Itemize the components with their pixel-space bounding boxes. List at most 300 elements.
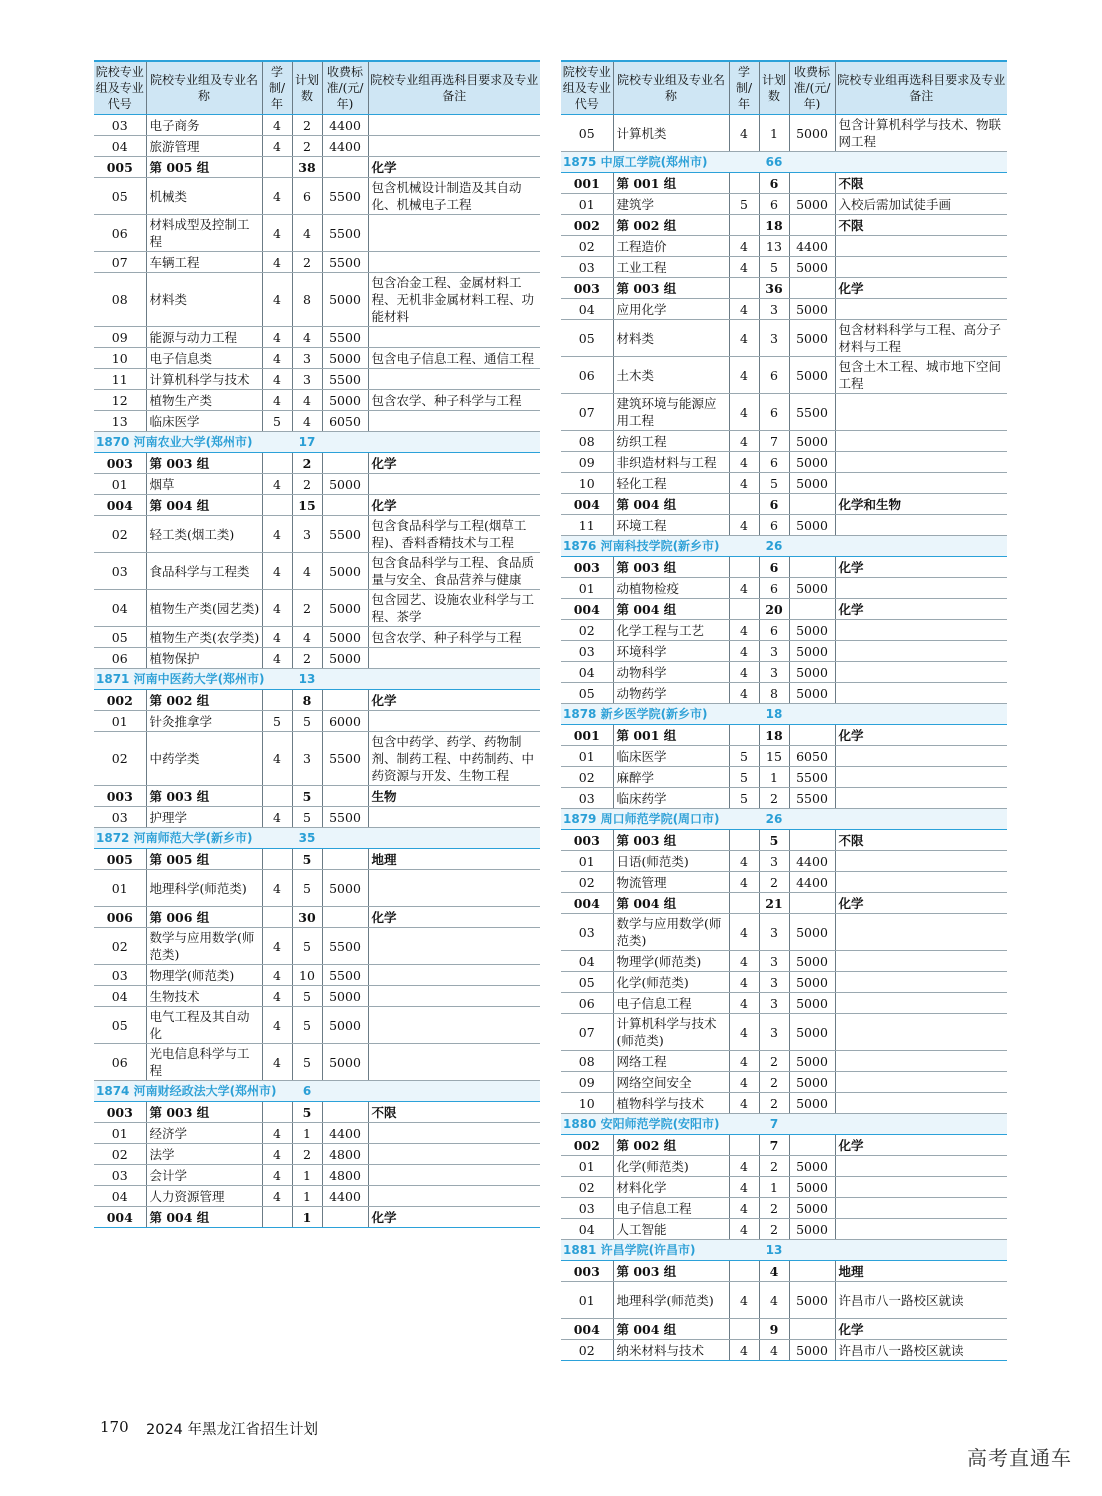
major-note	[368, 369, 540, 390]
major-years: 4	[729, 683, 759, 704]
major-fee: 5000	[322, 1044, 368, 1081]
major-name: 临床医学	[613, 746, 729, 767]
group-plan-count: 6	[759, 173, 789, 194]
major-note	[835, 1156, 1007, 1177]
major-note	[835, 431, 1007, 452]
major-code: 03	[94, 1165, 146, 1186]
major-code: 03	[561, 641, 613, 662]
school-plan-count: 26	[759, 809, 789, 830]
group-plan-count: 15	[292, 495, 322, 516]
major-name: 材料类	[613, 320, 729, 357]
major-name: 光电信息科学与工程	[146, 1044, 262, 1081]
school-name: 1874 河南财经政法大学(郑州市)	[94, 1081, 292, 1102]
empty-cell	[729, 599, 759, 620]
major-note	[368, 965, 540, 986]
major-name: 电子信息类	[146, 348, 262, 369]
major-fee: 5000	[789, 1051, 835, 1072]
major-fee: 5000	[789, 515, 835, 536]
group-subject-requirement: 化学	[368, 495, 540, 516]
major-code: 09	[561, 1072, 613, 1093]
group-code: 003	[561, 557, 613, 578]
group-row	[94, 453, 540, 474]
group-code: 003	[561, 278, 613, 299]
group-row	[561, 830, 1007, 851]
major-code: 04	[561, 951, 613, 972]
empty-cell	[322, 849, 368, 870]
header-name: 院校专业组及专业名称	[146, 61, 262, 115]
major-plan-count: 5	[292, 807, 322, 828]
school-plan-count: 66	[759, 152, 789, 173]
group-plan-count: 38	[292, 157, 322, 178]
major-note	[835, 1072, 1007, 1093]
group-name: 第 006 组	[146, 907, 262, 928]
major-years: 4	[262, 1165, 292, 1186]
major-years: 4	[262, 348, 292, 369]
major-code: 02	[94, 732, 146, 786]
major-row	[561, 257, 1007, 278]
school-row	[561, 152, 1007, 173]
group-code: 003	[94, 1102, 146, 1123]
major-fee: 5500	[322, 252, 368, 273]
group-subject-requirement: 化学	[835, 1319, 1007, 1340]
major-row	[94, 807, 540, 828]
major-name: 工业工程	[613, 257, 729, 278]
major-name: 化学工程与工艺	[613, 620, 729, 641]
major-row	[94, 215, 540, 252]
group-name: 第 004 组	[146, 1207, 262, 1228]
major-note	[835, 1177, 1007, 1198]
major-plan-count: 5	[292, 986, 322, 1007]
group-name: 第 003 组	[613, 1261, 729, 1282]
major-name: 地理科学(师范类)	[613, 1282, 729, 1319]
major-years: 5	[729, 767, 759, 788]
header-note: 院校专业组再选科目要求及专业备注	[368, 61, 540, 115]
major-note	[368, 870, 540, 907]
empty-cell	[262, 1207, 292, 1228]
group-plan-count: 4	[759, 1261, 789, 1282]
empty-cell	[789, 215, 835, 236]
school-row	[561, 809, 1007, 830]
header-name: 院校专业组及专业名称	[613, 61, 729, 115]
group-subject-requirement: 化学	[368, 453, 540, 474]
major-note: 许昌市八一路校区就读	[835, 1282, 1007, 1319]
group-subject-requirement: 化学	[835, 893, 1007, 914]
school-plan-count: 6	[292, 1081, 322, 1102]
major-plan-count: 4	[759, 1340, 789, 1361]
major-name: 能源与动力工程	[146, 327, 262, 348]
major-years: 4	[262, 273, 292, 327]
major-row	[94, 1144, 540, 1165]
major-years: 4	[729, 872, 759, 893]
group-plan-count: 36	[759, 278, 789, 299]
major-fee: 5500	[322, 327, 368, 348]
empty-cell	[835, 152, 1007, 173]
major-plan-count: 2	[759, 1072, 789, 1093]
major-note	[835, 1198, 1007, 1219]
major-name: 应用化学	[613, 299, 729, 320]
major-years: 4	[262, 965, 292, 986]
major-years: 4	[262, 1144, 292, 1165]
major-row	[561, 851, 1007, 872]
header-fee: 收费标准/(元/年)	[322, 61, 368, 115]
major-years: 4	[729, 115, 759, 152]
major-note	[835, 515, 1007, 536]
major-plan-count: 2	[292, 648, 322, 669]
major-plan-count: 2	[292, 474, 322, 495]
group-subject-requirement: 生物	[368, 786, 540, 807]
major-fee: 5000	[789, 641, 835, 662]
major-row	[561, 1177, 1007, 1198]
group-row	[561, 1135, 1007, 1156]
major-plan-count: 3	[292, 348, 322, 369]
major-code: 03	[94, 965, 146, 986]
empty-cell	[789, 1261, 835, 1282]
group-row	[94, 849, 540, 870]
major-fee: 5500	[789, 788, 835, 809]
empty-cell	[262, 786, 292, 807]
group-subject-requirement: 化学	[835, 557, 1007, 578]
page-number: 170	[100, 1418, 129, 1436]
group-subject-requirement: 化学	[835, 1135, 1007, 1156]
empty-cell	[789, 536, 835, 557]
major-fee: 5000	[789, 257, 835, 278]
major-fee: 5000	[789, 1198, 835, 1219]
group-name: 第 004 组	[613, 1319, 729, 1340]
group-row	[94, 907, 540, 928]
major-note	[368, 252, 540, 273]
major-plan-count: 2	[759, 1198, 789, 1219]
major-code: 01	[561, 1156, 613, 1177]
major-years: 4	[729, 236, 759, 257]
group-row	[561, 215, 1007, 236]
major-row	[561, 194, 1007, 215]
empty-cell	[729, 278, 759, 299]
group-row	[561, 557, 1007, 578]
major-name: 车辆工程	[146, 252, 262, 273]
major-years: 4	[262, 732, 292, 786]
major-code: 06	[561, 993, 613, 1014]
major-plan-count: 8	[292, 273, 322, 327]
table-header-row	[94, 61, 540, 115]
major-fee: 5500	[322, 215, 368, 252]
group-plan-count: 6	[759, 557, 789, 578]
major-fee: 5000	[789, 299, 835, 320]
major-note: 包含冶金工程、金属材料工程、无机非金属材料工程、功能材料	[368, 273, 540, 327]
major-note	[368, 807, 540, 828]
major-fee: 5500	[322, 965, 368, 986]
major-name: 针灸推拿学	[146, 711, 262, 732]
major-code: 04	[561, 1219, 613, 1240]
major-code: 03	[561, 788, 613, 809]
right-table-body	[561, 115, 1007, 1361]
major-fee: 5000	[789, 972, 835, 993]
major-plan-count: 5	[292, 1007, 322, 1044]
major-years: 4	[729, 972, 759, 993]
major-plan-count: 3	[759, 1014, 789, 1051]
empty-cell	[835, 1114, 1007, 1135]
group-row	[94, 690, 540, 711]
major-row	[94, 474, 540, 495]
major-plan-count: 1	[292, 1123, 322, 1144]
major-row	[94, 870, 540, 907]
major-plan-count: 3	[759, 951, 789, 972]
school-plan-count: 7	[759, 1114, 789, 1135]
major-note: 包含园艺、设施农业科学与工程、茶学	[368, 590, 540, 627]
header-years: 学制/年	[262, 61, 292, 115]
major-note	[835, 452, 1007, 473]
empty-cell	[789, 152, 835, 173]
major-code: 03	[94, 553, 146, 590]
group-name: 第 004 组	[613, 494, 729, 515]
major-row	[561, 515, 1007, 536]
major-code: 03	[94, 807, 146, 828]
major-note: 包含计算机科学与技术、物联网工程	[835, 115, 1007, 152]
major-fee: 5500	[322, 369, 368, 390]
empty-cell	[729, 173, 759, 194]
major-code: 13	[94, 411, 146, 432]
major-fee: 4400	[789, 872, 835, 893]
empty-cell	[262, 1102, 292, 1123]
major-years: 4	[729, 1219, 759, 1240]
major-years: 4	[729, 320, 759, 357]
major-years: 4	[729, 993, 759, 1014]
major-fee: 5000	[789, 1219, 835, 1240]
major-years: 4	[262, 1044, 292, 1081]
major-fee: 4400	[322, 1123, 368, 1144]
empty-cell	[789, 599, 835, 620]
major-code: 11	[561, 515, 613, 536]
major-note	[368, 327, 540, 348]
major-years: 4	[729, 1177, 759, 1198]
major-plan-count: 2	[759, 1156, 789, 1177]
major-note	[835, 914, 1007, 951]
major-code: 02	[94, 1144, 146, 1165]
group-code: 003	[561, 830, 613, 851]
empty-cell	[789, 1240, 835, 1261]
major-years: 5	[262, 411, 292, 432]
major-years: 4	[729, 914, 759, 951]
school-row	[94, 1081, 540, 1102]
major-note	[835, 872, 1007, 893]
major-row	[94, 369, 540, 390]
major-note	[835, 951, 1007, 972]
group-code: 004	[561, 1319, 613, 1340]
group-subject-requirement: 化学	[835, 725, 1007, 746]
school-plan-count: 13	[292, 669, 322, 690]
major-fee: 5000	[322, 648, 368, 669]
major-years: 4	[262, 327, 292, 348]
group-plan-count: 5	[759, 830, 789, 851]
major-row	[561, 578, 1007, 599]
major-row	[94, 1007, 540, 1044]
major-name: 化学(师范类)	[613, 972, 729, 993]
major-name: 环境工程	[613, 515, 729, 536]
major-note	[368, 1123, 540, 1144]
major-code: 01	[561, 578, 613, 599]
major-plan-count: 4	[292, 390, 322, 411]
major-years: 4	[729, 1156, 759, 1177]
major-code: 05	[561, 115, 613, 152]
major-name: 纳米材料与技术	[613, 1340, 729, 1361]
major-code: 06	[94, 1044, 146, 1081]
school-name: 1879 周口师范学院(周口市)	[561, 809, 759, 830]
major-plan-count: 1	[759, 115, 789, 152]
major-row	[94, 390, 540, 411]
major-plan-count: 5	[759, 257, 789, 278]
major-plan-count: 6	[759, 194, 789, 215]
group-subject-requirement: 化学和生物	[835, 494, 1007, 515]
major-fee: 5000	[789, 320, 835, 357]
header-plan: 计划数	[759, 61, 789, 115]
major-years: 4	[262, 136, 292, 157]
group-plan-count: 21	[759, 893, 789, 914]
major-fee: 5000	[322, 870, 368, 907]
major-name: 网络工程	[613, 1051, 729, 1072]
group-code: 004	[94, 1207, 146, 1228]
group-row	[561, 725, 1007, 746]
major-code: 07	[561, 394, 613, 431]
school-row	[94, 828, 540, 849]
major-code: 06	[94, 648, 146, 669]
empty-cell	[322, 907, 368, 928]
major-name: 纺织工程	[613, 431, 729, 452]
major-plan-count: 2	[292, 115, 322, 136]
empty-cell	[729, 830, 759, 851]
major-row	[561, 1198, 1007, 1219]
empty-cell	[789, 725, 835, 746]
empty-cell	[322, 786, 368, 807]
major-years: 4	[729, 1198, 759, 1219]
empty-cell	[789, 278, 835, 299]
major-name: 数学与应用数学(师范类)	[146, 928, 262, 965]
major-name: 网络空间安全	[613, 1072, 729, 1093]
major-fee: 4400	[322, 115, 368, 136]
major-name: 材料化学	[613, 1177, 729, 1198]
major-plan-count: 5	[292, 870, 322, 907]
major-plan-count: 6	[759, 578, 789, 599]
major-code: 02	[561, 1177, 613, 1198]
group-name: 第 003 组	[146, 453, 262, 474]
major-years: 4	[729, 1072, 759, 1093]
major-row	[561, 662, 1007, 683]
major-plan-count: 7	[759, 431, 789, 452]
group-plan-count: 8	[292, 690, 322, 711]
group-row	[94, 495, 540, 516]
major-code: 01	[561, 194, 613, 215]
major-note	[368, 928, 540, 965]
major-fee: 6050	[789, 746, 835, 767]
major-row	[561, 357, 1007, 394]
major-code: 05	[94, 178, 146, 215]
group-code: 002	[561, 215, 613, 236]
major-years: 4	[729, 394, 759, 431]
major-years: 4	[262, 928, 292, 965]
group-subject-requirement: 地理	[368, 849, 540, 870]
major-row	[94, 273, 540, 327]
major-plan-count: 3	[759, 851, 789, 872]
empty-cell	[729, 1135, 759, 1156]
group-name: 第 001 组	[613, 173, 729, 194]
major-plan-count: 1	[292, 1186, 322, 1207]
empty-cell	[789, 557, 835, 578]
group-plan-count: 9	[759, 1319, 789, 1340]
major-note	[368, 411, 540, 432]
major-name: 轻化工程	[613, 473, 729, 494]
major-name: 植物科学与技术	[613, 1093, 729, 1114]
major-code: 05	[561, 972, 613, 993]
major-note	[368, 648, 540, 669]
major-row	[561, 788, 1007, 809]
group-plan-count: 1	[292, 1207, 322, 1228]
major-fee: 5500	[322, 178, 368, 215]
group-name: 第 004 组	[613, 599, 729, 620]
major-row	[561, 1051, 1007, 1072]
major-name: 旅游管理	[146, 136, 262, 157]
group-row	[561, 599, 1007, 620]
group-code: 004	[94, 495, 146, 516]
group-name: 第 004 组	[613, 893, 729, 914]
school-row	[561, 536, 1007, 557]
major-row	[561, 767, 1007, 788]
empty-cell	[729, 725, 759, 746]
major-row	[561, 320, 1007, 357]
major-fee: 6050	[322, 411, 368, 432]
empty-cell	[729, 893, 759, 914]
major-note: 包含农学、种子科学与工程	[368, 627, 540, 648]
major-code: 01	[561, 746, 613, 767]
major-note	[368, 115, 540, 136]
major-fee: 5000	[789, 452, 835, 473]
major-note	[835, 683, 1007, 704]
major-note	[835, 257, 1007, 278]
major-row	[94, 553, 540, 590]
left-column	[94, 60, 540, 1228]
major-row	[561, 1340, 1007, 1361]
major-row	[561, 972, 1007, 993]
major-name: 临床医学	[146, 411, 262, 432]
group-name: 第 005 组	[146, 849, 262, 870]
major-plan-count: 2	[759, 1051, 789, 1072]
major-row	[94, 516, 540, 553]
empty-cell	[262, 157, 292, 178]
major-note	[835, 1219, 1007, 1240]
major-code: 05	[561, 320, 613, 357]
major-fee: 5000	[789, 914, 835, 951]
major-fee: 5000	[322, 590, 368, 627]
major-years: 5	[729, 746, 759, 767]
major-name: 烟草	[146, 474, 262, 495]
major-row	[561, 1282, 1007, 1319]
major-code: 07	[561, 1014, 613, 1051]
major-code: 01	[94, 474, 146, 495]
major-plan-count: 3	[759, 993, 789, 1014]
major-name: 机械类	[146, 178, 262, 215]
major-row	[94, 590, 540, 627]
major-name: 地理科学(师范类)	[146, 870, 262, 907]
empty-cell	[368, 669, 540, 690]
group-name: 第 002 组	[613, 215, 729, 236]
major-row	[561, 993, 1007, 1014]
school-name: 1872 河南师范大学(新乡市)	[94, 828, 292, 849]
major-plan-count: 2	[292, 136, 322, 157]
major-note	[835, 473, 1007, 494]
major-note	[368, 711, 540, 732]
major-plan-count: 6	[759, 452, 789, 473]
major-note	[835, 641, 1007, 662]
group-plan-count: 18	[759, 725, 789, 746]
school-plan-count: 26	[759, 536, 789, 557]
major-fee: 5000	[789, 662, 835, 683]
